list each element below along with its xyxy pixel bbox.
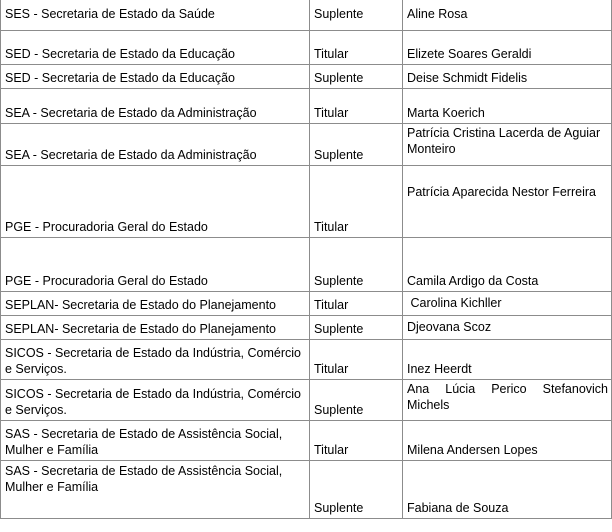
type-cell: Titular xyxy=(310,166,403,238)
org-cell: SICOS - Secretaria de Estado da Indústria, Comércio e Serviços. xyxy=(1,340,310,380)
name-cell: Carolina Kichller xyxy=(403,292,612,316)
type-cell: Suplente xyxy=(310,238,403,292)
table-row xyxy=(1,292,612,316)
table-row xyxy=(1,380,612,421)
table-row xyxy=(1,31,612,65)
name-cell: Camila Ardigo da Costa xyxy=(403,238,612,292)
type-cell: Suplente xyxy=(310,65,403,89)
table-row xyxy=(1,238,612,292)
name-cell: Patrícia Cristina Lacerda de Aguiar Monteiro xyxy=(403,124,612,166)
name-cell: Patrícia Aparecida Nestor Ferreira xyxy=(403,166,612,238)
org-cell: SEPLAN- Secretaria de Estado do Planejamento xyxy=(1,292,310,316)
table-row xyxy=(1,0,612,31)
org-cell: SICOS - Secretaria de Estado da Indústria, Comércio e Serviços. xyxy=(1,380,310,421)
org-cell: SEA - Secretaria de Estado da Administração xyxy=(1,89,310,124)
type-cell: Suplente xyxy=(310,316,403,340)
org-cell: SED - Secretaria de Estado da Educação xyxy=(1,65,310,89)
table-row xyxy=(1,89,612,124)
type-cell: Titular xyxy=(310,421,403,461)
type-cell: Suplente xyxy=(310,0,403,31)
org-cell: SAS - Secretaria de Estado de Assistência Social, Mulher e Família xyxy=(1,461,310,519)
type-cell: Suplente xyxy=(310,124,403,166)
name-cell: Elizete Soares Geraldi xyxy=(403,31,612,65)
members-table-body xyxy=(1,0,612,519)
org-cell: SED - Secretaria de Estado da Educação xyxy=(1,31,310,65)
name-cell: Deise Schmidt Fidelis xyxy=(403,65,612,89)
type-cell: Titular xyxy=(310,31,403,65)
name-cell: Marta Koerich xyxy=(403,89,612,124)
name-cell: Ana Lúcia Perico Stefanovich Michels xyxy=(403,380,612,421)
table-row xyxy=(1,65,612,89)
type-cell: Titular xyxy=(310,89,403,124)
table-row xyxy=(1,124,612,166)
type-cell: Titular xyxy=(310,340,403,380)
name-cell: Milena Andersen Lopes xyxy=(403,421,612,461)
type-cell: Titular xyxy=(310,292,403,316)
table-row xyxy=(1,316,612,340)
org-cell: SEPLAN- Secretaria de Estado do Planejamento xyxy=(1,316,310,340)
org-cell: SES - Secretaria de Estado da Saúde xyxy=(1,0,310,31)
table-row xyxy=(1,461,612,519)
table-row xyxy=(1,340,612,380)
org-cell: PGE - Procuradoria Geral do Estado xyxy=(1,166,310,238)
org-cell: SEA - Secretaria de Estado da Administração xyxy=(1,124,310,166)
name-cell: Aline Rosa xyxy=(403,0,612,31)
table-row xyxy=(1,166,612,238)
org-cell: SAS - Secretaria de Estado de Assistência Social, Mulher e Família xyxy=(1,421,310,461)
name-cell: Inez Heerdt xyxy=(403,340,612,380)
type-cell: Suplente xyxy=(310,380,403,421)
table-row xyxy=(1,421,612,461)
name-cell: Djeovana Scoz xyxy=(403,316,612,340)
type-cell: Suplente xyxy=(310,461,403,519)
org-cell: PGE - Procuradoria Geral do Estado xyxy=(1,238,310,292)
name-cell: Fabiana de Souza xyxy=(403,461,612,519)
